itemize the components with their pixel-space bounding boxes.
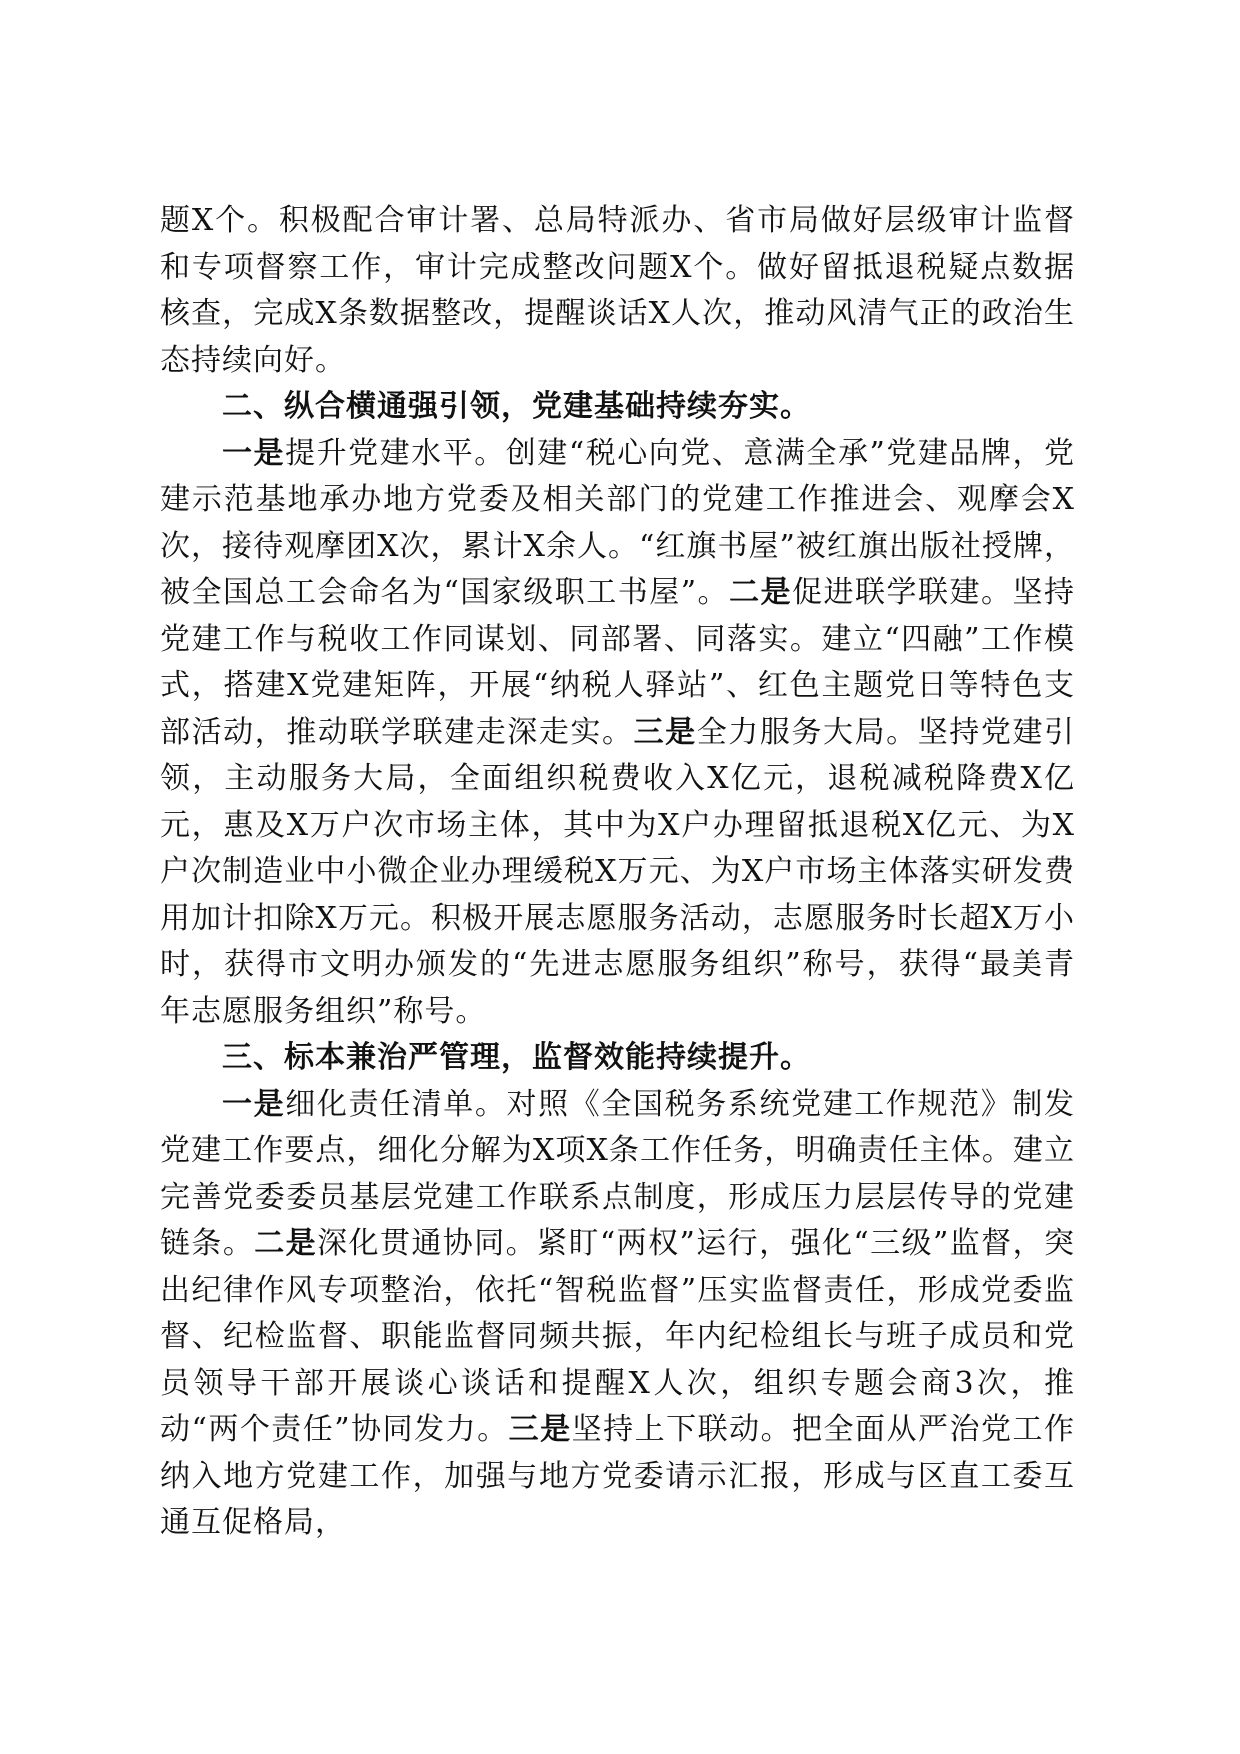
body-paragraph — [160, 198, 1075, 384]
body-paragraph — [160, 1082, 1075, 1547]
text-run: 细化责任清单。对照《全国税务系统党建工作规范》制发党建工作要点，细化分解为X项X条工作任务，明确责任主体。建立完善党委委员基层党建工作联系点制度，形成压力层层传导的党建链条。 — [160, 1086, 1076, 1261]
emphasis-text: 二、纵合横通强引领，党建基础持续夯实。 — [222, 389, 811, 424]
emphasis-text: 三、标本兼治严管理，监督效能持续提升。 — [222, 1040, 811, 1075]
text-run: 坚持上下联动。把全面从严治党工作纳入地方党建工作，加强与地方党委请示汇报，形成与区直工委互通互促格局， — [160, 1412, 1076, 1540]
emphasis-text: 三是 — [633, 714, 697, 750]
text-run: 深化贯通协同。紧盯“两权”运行，强化“三级”监督，突出纪律作风专项整治，依托“智税监督”压实监督责任，形成党委监督、纪检监督、职能监督同频共振，年内纪检组长与班子成员和党员领导干部开展谈心谈话和提醒X人次，组织专题会商3次，推动“两个责任”协同发力。 — [160, 1226, 1075, 1447]
emphasis-text: 二是 — [729, 575, 793, 610]
emphasis-text: 二是 — [254, 1226, 318, 1261]
emphasis-text: 三是 — [508, 1412, 572, 1447]
document-page — [160, 198, 1075, 1547]
text-run: 全力服务大局。坚持党建引领，主动服务大局，全面组织税费收入X亿元，退税减税降费X亿元，惠及X万户次市场主体，其中为X户办理留抵退税X亿元、为X户次制造业中小微企业办理缓税X万元、为X户市场主体落实研发费用加计扣除X万元。积极开展志愿服务活动，志愿服务时长超X万小时，获得市文明办颁发的“先进志愿服务组织”称号，获得“最美青年志愿服务组织”称号。 — [160, 714, 1076, 1029]
section-heading — [160, 1035, 1075, 1082]
emphasis-text: 一是 — [222, 1086, 286, 1122]
emphasis-text: 一是 — [222, 435, 286, 471]
document-body — [160, 198, 1075, 1547]
text-run: 题X个。积极配合审计署、总局特派办、省市局做好层级审计监督和专项督察工作，审计完成整改问题X个。做好留抵退税疑点数据核查，完成X条数据整改，提醒谈话X人次，推动风清气正的政治生态持续向好。 — [160, 203, 1075, 378]
text-run: 提升党建水平。创建“税心向党、意满全承”党建品牌，党建示范基地承办地方党委及相关部门的党建工作推进会、观摩会X次，接待观摩团X次，累计X余人。“红旗书屋”被红旗出版社授牌，被全国总工会命名为“国家级职工书屋”。 — [160, 435, 1075, 610]
text-run: 促进联学联建。坚持党建工作与税收工作同谋划、同部署、同落实。建立“四融”工作模式，搭建X党建矩阵，开展“纳税人驿站”、红色主题党日等特色支部活动，推动联学联建走深走实。 — [160, 575, 1076, 750]
section-heading — [160, 384, 1075, 431]
body-paragraph — [160, 431, 1075, 1036]
